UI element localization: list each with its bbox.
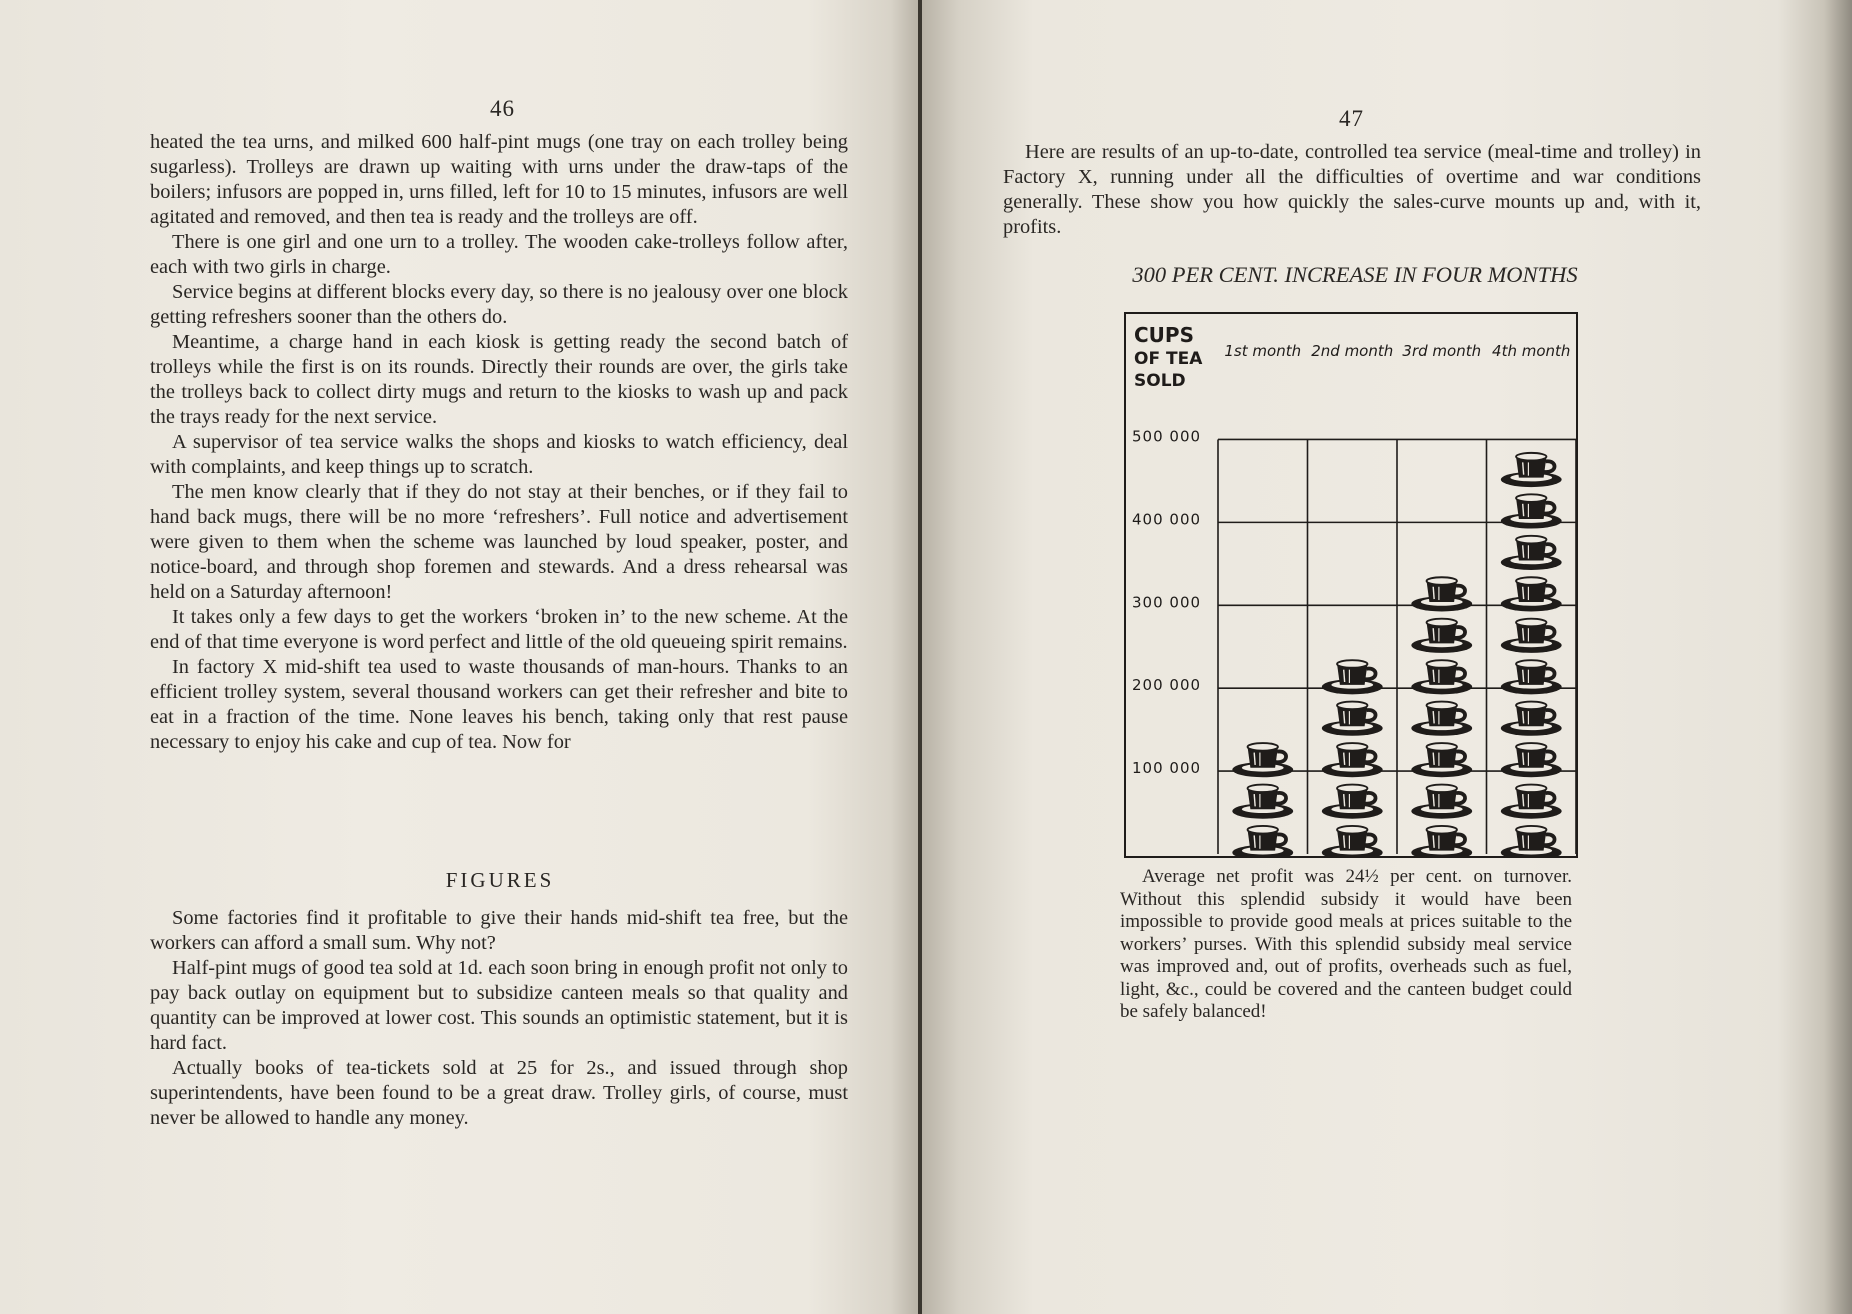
teacup-icon (1411, 619, 1472, 653)
teacup-icon (1411, 785, 1472, 819)
teacup-icon (1411, 702, 1472, 736)
paragraph: Actually books of tea-tickets sold at 25 for 2s., and issued through shop superintendents, have been found to be a great draw. Trolley girls, of course, must never be allowed to handle any money. (150, 1057, 848, 1129)
paragraph: In factory X mid-shift tea used to waste thousands of man-hours. Thanks to an efficient trolley system, several thousand workers can get their refresher and bite to eat in a fraction of the time. None leaves his bench, taking only that rest pause necessary to enjoy his cake and cup of tea. Now for (150, 656, 848, 753)
paragraph: Meantime, a charge hand in each kiosk is getting ready the second batch of trolleys while the first is on its rounds. Directly their rounds are over, the girls take the trolleys back to collect dirty mugs and return to the kiosks to wash up and pack the trays ready for the next service. (150, 331, 848, 428)
y-tick-label: 100 000 (1132, 759, 1202, 778)
teacup-icon (1501, 536, 1562, 570)
teacup-icon (1322, 785, 1383, 819)
teacup-icon (1501, 660, 1562, 694)
teacup-icon (1322, 702, 1383, 736)
y-tick-label: 400 000 (1132, 510, 1202, 529)
paragraph: There is one girl and one urn to a trolley. The wooden cake-trolleys follow after, each with two girls in charge. (150, 231, 848, 278)
caption-paragraph: Average net profit was 24½ per cent. on turnover. Without this splendid subsidy it would have been impossible to provide good meals at prices suitable to the workers’ purses. With this splendid subsidy meal service was improved and, out of profits, overheads such as fuel, light, &c., could be covered and the canteen budget could be safely balanced! (1120, 866, 1572, 1022)
y-axis-title-line: CUPS (1134, 323, 1194, 347)
teacup-icon (1322, 743, 1383, 777)
teacup-icon (1411, 660, 1472, 694)
left-page-body (150, 130, 848, 755)
teacup-icon (1501, 453, 1562, 487)
column-header: 2nd month (1311, 342, 1394, 360)
teacup-icon (1501, 702, 1562, 736)
intro-paragraph (1003, 140, 1701, 240)
pictogram-chart (1124, 312, 1578, 858)
teacup-icon (1232, 826, 1293, 858)
y-axis-title-line: SOLD (1134, 371, 1186, 391)
paragraph: The men know clearly that if they do not stay at their benches, or if they fail to hand back mugs, there will be no more ‘refreshers’. Full notice and advertisement were given to them when the scheme was launched by loud speaker, poster, and notice-board, and through shop foremen and stewards. And a dress rehearsal was held on a Saturday afternoon! (150, 481, 848, 603)
column-header: 3rd month (1402, 342, 1482, 360)
figures-section-body (150, 906, 848, 1131)
page-number-left: 46 (490, 96, 515, 121)
teacup-icon (1322, 826, 1383, 858)
y-tick-label: 500 000 (1132, 427, 1202, 446)
y-tick-label: 200 000 (1132, 676, 1202, 695)
paragraph: A supervisor of tea service walks the shops and kiosks to watch efficiency, deal with complaints, and keep things up to scratch. (150, 431, 848, 478)
y-tick-label: 300 000 (1132, 593, 1202, 612)
teacup-icon (1411, 826, 1472, 858)
teacup-icon (1501, 826, 1562, 858)
teacup-icon (1322, 660, 1383, 694)
teacup-icon (1232, 743, 1293, 777)
paragraph: Service begins at different blocks every day, so there is no jealousy over one block getting refreshers sooner than the others do. (150, 281, 848, 328)
y-axis-title-line: OF TEA (1134, 349, 1203, 369)
teacup-icon (1501, 577, 1562, 611)
chart-title: 300 PER CENT. INCREASE IN FOUR MONTHS (1132, 262, 1578, 287)
page-number-right: 47 (1339, 106, 1364, 131)
paragraph: Here are results of an up-to-date, controlled tea service (meal-time and trolley) in Factory X, running under all the difficulties of overtime and war conditions generally. These show you how quickly the sales-curve mounts up and, with it, profits. (1003, 141, 1701, 238)
paragraph: heated the tea urns, and milked 600 half-pint mugs (one tray on each trolley being sugarless). Trolleys are drawn up waiting with urns under the draw-taps of the boilers; infusors are popped in, urns filled, left for 10 to 15 minutes, infusors are well agitated and removed, and then tea is ready and the trolleys are off. (150, 131, 848, 228)
teacup-icon (1501, 494, 1562, 528)
section-heading: FIGURES (445, 868, 555, 892)
teacup-icon (1411, 577, 1472, 611)
teacup-icon (1232, 785, 1293, 819)
paragraph: Half-pint mugs of good tea sold at 1d. each soon bring in enough profit not only to pay back outlay on equipment but to subsidize canteen meals so that quality and quantity can be improved at lower cost. This sounds an optimistic statement, but it is hard fact. (150, 957, 848, 1054)
paragraph: It takes only a few days to get the workers ‘broken in’ to the new scheme. At the end of that time everyone is word perfect and little of the old queueing spirit remains. (150, 606, 848, 653)
teacup-icon (1411, 743, 1472, 777)
teacup-icon (1501, 785, 1562, 819)
teacup-icon (1501, 619, 1562, 653)
chart-caption (1120, 866, 1572, 1024)
teacup-icon (1501, 743, 1562, 777)
left-page (0, 0, 918, 1314)
paragraph: Some factories find it profitable to give their hands mid-shift tea free, but the workers can afford a small sum. Why not? (150, 907, 848, 954)
column-header: 1st month (1224, 342, 1302, 360)
column-header: 4th month (1492, 342, 1571, 360)
